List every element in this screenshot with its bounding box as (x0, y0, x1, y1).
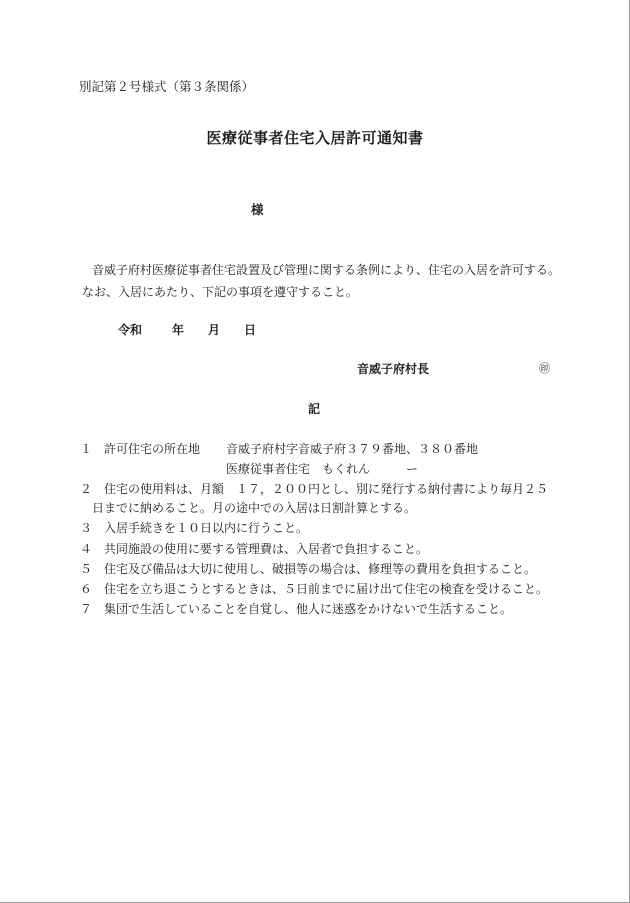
date-month: 月 (208, 323, 221, 337)
item-text: 住宅の使用料は、月額 １７，２００円とし、別に発行する納付書により毎月２５ (104, 482, 549, 496)
item-number: ２ (80, 482, 93, 496)
date-day: 日 (244, 323, 257, 337)
item-text: 入居手続きを１０日以内に行うこと。 (104, 521, 309, 535)
item-number: ３ (80, 521, 93, 535)
ki-heading: 記 (308, 402, 321, 416)
body-line-2: なお、入居にあたり、下記の事項を遵守すること。 (82, 285, 359, 299)
item-text: 共同施設の使用に要する管理費は、入居者で負担すること。 (104, 542, 429, 556)
item-number: ７ (80, 602, 93, 616)
issuer-name: 音威子府村長 (357, 362, 430, 376)
date-year: 年 (172, 323, 185, 337)
item-text: 住宅及び備品は大切に使用し、破損等の場合は、修理等の費用を負担すること。 (104, 562, 537, 576)
item-text: 住宅を立ち退こうとするときは、５日前までに届け出て住宅の検査を受けること。 (104, 582, 549, 596)
item-text-continued: 日までに納めること。月の途中での入居は日割計算とする。 (92, 501, 417, 515)
item-building: 医療従事者住宅 もくれん ー (226, 462, 419, 476)
item-number: ６ (80, 582, 93, 596)
item-text: 集団で生活していることを自覚し、他人に迷惑をかけないで生活すること。 (104, 602, 513, 616)
form-label: 別記第２号様式（第３条関係） (79, 79, 255, 94)
item-address: 音威子府村字音威子府３７９番地、３８０番地 (226, 442, 479, 456)
page-title: 医療従事者住宅入居許可通知書 (206, 129, 424, 147)
item-number: ５ (80, 562, 93, 576)
body-line-1: 音威子府村医療従事者住宅設置及び管理に関する条例により、住宅の入居を許可する。 (92, 263, 561, 277)
item-text: 許可住宅の所在地 (104, 442, 201, 456)
addressee-suffix: 様 (251, 202, 264, 217)
date-era: 令和 (118, 323, 143, 337)
date-line (118, 323, 256, 337)
item-number: ４ (80, 542, 93, 556)
item-number: １ (80, 442, 93, 456)
seal-mark: ㊞ (539, 362, 550, 375)
